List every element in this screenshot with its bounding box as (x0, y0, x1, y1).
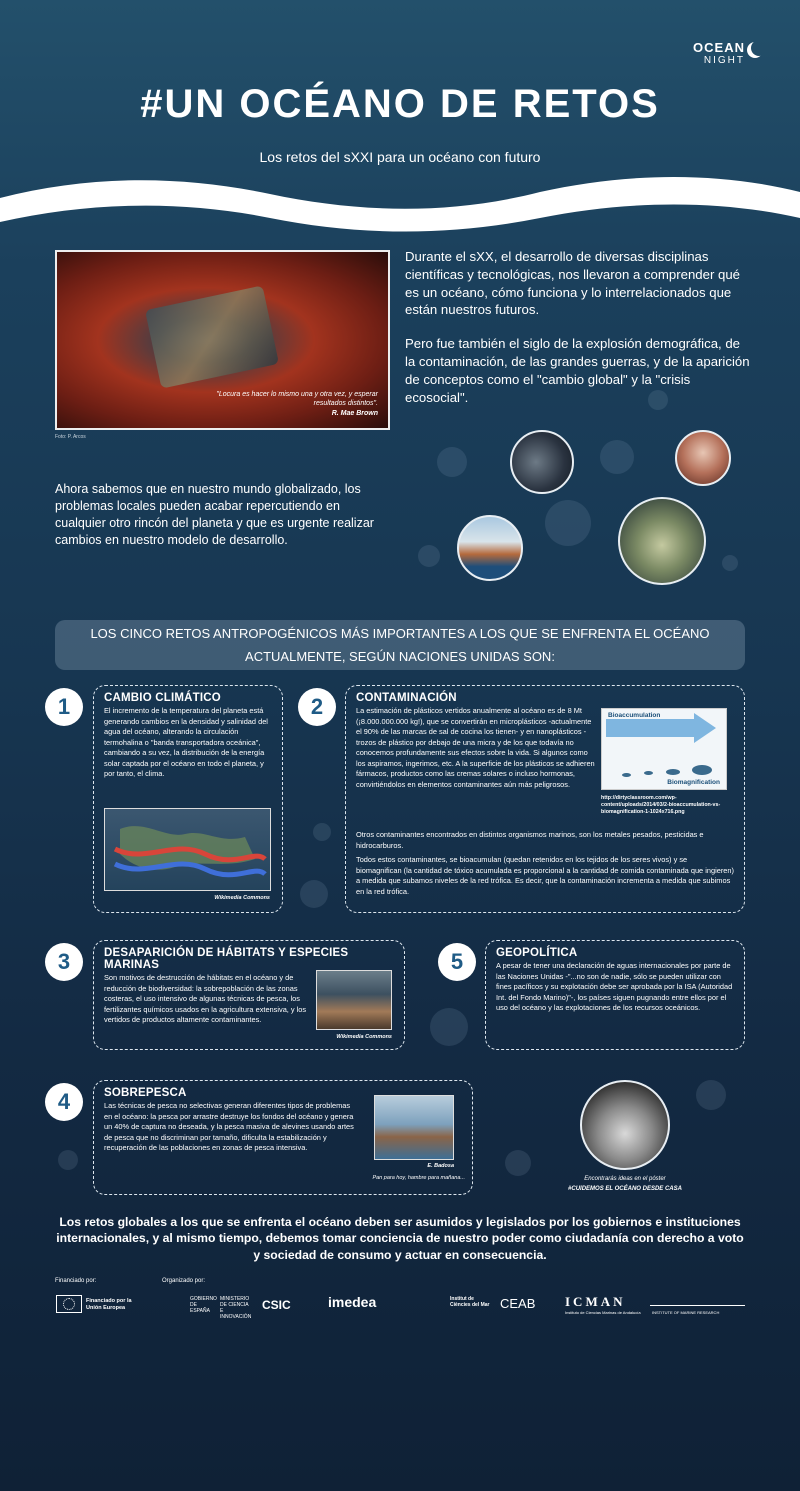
photo-circle-sample (618, 497, 706, 585)
ocean-night-logo (693, 40, 745, 66)
bioaccumulation-diagram (601, 708, 727, 790)
csic-logo: CSIC (262, 1298, 291, 1312)
decor-circle (437, 447, 467, 477)
ceab-logo: CEAB (500, 1296, 536, 1311)
decor-circle (505, 1150, 531, 1176)
photo-circle-boat (457, 515, 523, 581)
decor-circle (600, 440, 634, 474)
reto-5-title: GEOPOLÍTICA (496, 947, 578, 959)
reto-2-image-url: http://dirtyclassroom.com/wp-content/uploads/2014/03/2-bioaccumulation-vs-biomagnification-1-1024x716.png (601, 795, 721, 815)
decor-circle (418, 545, 440, 567)
bioaccumulation-label: Bioaccumulation (608, 712, 661, 719)
wave-divider (0, 170, 800, 240)
photo-circle-crab (675, 430, 731, 486)
reto-3-coast-photo (316, 970, 392, 1030)
reto-1-text: El incremento de la temperatura del planeta está generando cambios en la densidad y salinidad del agua del océano, alterando la circulación termohalina o "banda transportadora oceánica", cambiando a su vez, la distribución de la energía solar captada por el océano en todo el planeta, y por tanto, el clima. (104, 706, 268, 779)
decor-circle (430, 1008, 468, 1046)
quote-text: "Locura es hacer lo mismo una y otra vez, y esperar resultados distintos". (216, 390, 378, 408)
reto-5-card (485, 940, 745, 1050)
reto-3-title: DESAPARICIÓN DE HÁBITATS Y ESPECIES MARINAS (104, 947, 349, 971)
page-subtitle: Los retos del sXXI para un océano con futuro (259, 149, 541, 165)
imedea-logo: imedea (328, 1294, 377, 1310)
intro-paragraph-2: Pero fue también el siglo de la explosión demográfica, de la contaminación, de las grandes guerras, y de la aparición de conceptos como el "cambio global" y la "crisis ecosocial". (405, 336, 750, 405)
reto-4-title: SOBREPESCA (104, 1087, 187, 1099)
gobierno-logo: GOBIERNO DE ESPAÑA (190, 1296, 217, 1314)
reto-3-number: 3 (45, 943, 83, 981)
banner-line-1: LOS CINCO RETOS ANTROPOGÉNICOS MÁS IMPORTANTES A LOS QUE SE ENFRENTA EL OCÉANO (90, 626, 710, 641)
reto-1-number: 1 (45, 688, 83, 726)
photo-circle-oil (510, 430, 574, 494)
moon-icon (751, 40, 767, 56)
reto-4-number: 4 (45, 1083, 83, 1121)
quote-author: R. Mae Brown (331, 409, 378, 417)
brand-line2: NIGHT (703, 55, 745, 66)
reto-5-text: A pesar de tener una declaración de aguas internacionales por parte de las Naciones Unidas -"...no son de nadie, sólo se pueden utilizar con fines pacíficos y su explotación debe ser aprobada por la ISA (Autoridad Int. del Fondo Marino)"-, los países siguen pugnando entre ellos por el uso del océano y las explotaciones de los recursos oceánicos. (496, 961, 733, 1013)
reto-3-img-caption: Wikimedia Commons (336, 1034, 392, 1040)
rusted-object (145, 285, 279, 388)
intro-text (405, 248, 750, 407)
hero-quote (208, 390, 378, 418)
decor-circle (313, 823, 331, 841)
eu-logo-text: Financiado por la Unión Europea (86, 1298, 132, 1311)
organized-label: Organizado por: (162, 1278, 206, 1284)
imr-divider (650, 1305, 745, 1306)
five-challenges-banner (55, 620, 745, 670)
hands-caption-2: #CUIDEMOS EL OCÉANO DESDE CASA (568, 1186, 682, 1192)
reto-2-text-3: Todos estos contaminantes, se bioacumulan (quedan retenidos en los tejidos de los seres vivos) y se biomagnifican (la cantidad de tóxico acumulada es proporcional a la cantidad de comida contaminada que ingieren) a medida que subamos niveles de la red trófica. Es decir, que la contaminación incrementa a medida que subimos en la red trófica. (356, 855, 734, 896)
intro-paragraph-1: Durante el sXX, el desarrollo de diversas disciplinas científicas y tecnológicas, nos llevaron a comprender qué es un océano, cómo funciona y lo interrelacionados que están nuestros futuros. (405, 249, 740, 318)
eu-flag-icon (56, 1295, 82, 1313)
icman-logo: ICMAN (565, 1294, 626, 1309)
reto-5-number: 5 (438, 943, 476, 981)
icman-subtitle: Instituto de Ciencias Marinas de Andalucía (565, 1310, 641, 1315)
imr-logo: INSTITUTE OF MARINE RESEARCH (652, 1310, 720, 1315)
reto-4-img-caption: E. Badosa (427, 1163, 454, 1169)
closing-statement: Los retos globales a los que se enfrenta el océano deben ser asumidos y legislados por los gobiernos e instituciones internacionales, y al mismo tiempo, debemos tomar conciencia de nuestro poder como ciudadanía con derecho a voto y sociedad de consumo y actuar en consecuencia. (56, 1215, 744, 1262)
hands-caption-1: Encontrarás ideas en el póster (584, 1176, 666, 1182)
page-title: #UN OCÉANO DE RETOS (140, 82, 660, 126)
thermohaline-map (104, 808, 271, 891)
icm-logo: Institut de Ciències del Mar (450, 1296, 490, 1308)
decor-circle (696, 1080, 726, 1110)
reto-1-img-caption: Wikimedia Commons (214, 895, 270, 901)
reto-4-text: Las técnicas de pesca no selectivas generan diferentes tipos de problemas en el océano: la pesca por arrastre destruye los fondos del océano y genera un 40% de captura no deseada, y la pesca masiva de alevines usando artes de pesca que no discriminan por tamaño, dificulta la estabilización y recuperación de las poblaciones en zonas de pesca intensiva. (104, 1101, 354, 1153)
decor-circle (58, 1150, 78, 1170)
ministry-logo: MINISTERIO DE CIENCIA E INNOVACIÓN (220, 1296, 252, 1320)
reto-2-text-1: La estimación de plásticos vertidos anualmente al océano es de 8 Mt (¡8.000.000.000 kg!), que se convertirán en microplásticos -actualmente el 90% de las marcas de sal de cocina los tienen- y en nanoplásticos -trozos de plástico por debajo de una micra y de los que todavía no conocemos profundamente sus efectos sobre la vida. Si algunos como los aspiramos, ingerimos, etc. A la superficie de los plásticos se adhieren fármacos, productos como las cremas solares o incluso hormonas, convirtiéndolos en elementos contaminantes aún más peligrosos. (356, 706, 595, 789)
hero-photo (55, 250, 390, 430)
photo-credit: Foto: P. Arcos (55, 434, 86, 440)
reto-2-text-2: Otros contaminantes encontrados en distintos organismos marinos, son los metales pesados, pesticidas e hidrocarburos. (356, 830, 704, 850)
brand-line1: OCEAN (693, 40, 745, 55)
fishing-boat-photo (374, 1095, 454, 1160)
reto-3-text: Son motivos de destrucción de hábitats en el océano y de reducción de biodiversidad: la sobrepoblación de las zonas costeras, el uso intensivo de algunas técnicas de pesca, los fertilizantes químicos usados en la agricultura extensiva, y los vertidos de productos altamente contaminantes. (104, 973, 307, 1025)
reto-2-title: CONTAMINACIÓN (356, 692, 457, 704)
funded-label: Financiado por: (55, 1278, 97, 1284)
reto-1-title: CAMBIO CLIMÁTICO (104, 692, 221, 704)
decor-circle (300, 880, 328, 908)
decor-circle (722, 555, 738, 571)
banner-line-2: ACTUALMENTE, SEGÚN NACIONES UNIDAS SON: (245, 649, 555, 664)
decor-circle (545, 500, 591, 546)
biomagnification-label: Biomagnification (667, 779, 720, 786)
reto-2-number: 2 (298, 688, 336, 726)
globalization-text: Ahora sabemos que en nuestro mundo globalizado, los problemas locales pueden acabar repercutiendo en cualquier otro rincón del planeta y que es urgente realizar cambios en nuestro modelo de desarrollo. (55, 482, 374, 547)
reto-4-tagline: Pan para hoy, hambre para mañana... (372, 1175, 465, 1181)
hands-photo (580, 1080, 670, 1170)
